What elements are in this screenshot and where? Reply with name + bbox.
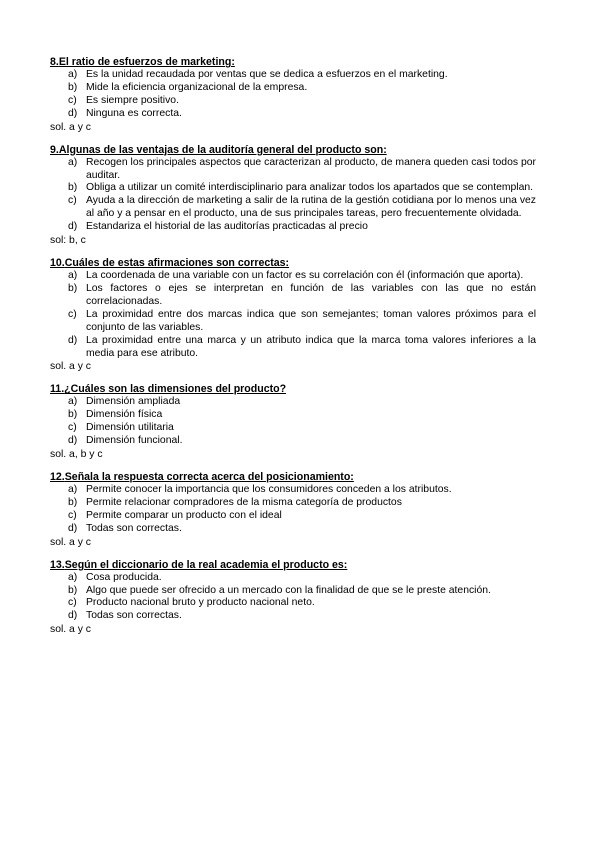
option-letter: a) <box>68 270 78 282</box>
question-text: ¿Cuáles son las dimensiones del producto? <box>64 383 287 396</box>
solution-text: sol. a y c <box>50 361 91 373</box>
question-text: Algunas de las ventajas de la auditoría general del producto son: <box>58 143 387 156</box>
option-letter: b) <box>68 182 78 194</box>
question-title <box>50 56 536 69</box>
option-text: Dimensión ampliada <box>86 396 181 408</box>
document-page <box>50 56 536 646</box>
question-number: 9. <box>50 143 59 156</box>
option-item <box>50 523 536 536</box>
option-letter: d) <box>68 221 78 233</box>
option-text: Mide la eficiencia organizacional de la empresa. <box>86 81 308 93</box>
option-letter: d) <box>68 107 78 119</box>
option-text: Estandariza el historial de las auditorías practicadas al precio <box>86 221 368 233</box>
option-item <box>50 597 536 610</box>
question-text: Cuáles de estas afirmaciones son correctas: <box>64 257 290 270</box>
question-title <box>50 257 536 270</box>
option-item <box>50 610 536 623</box>
option-letter: d) <box>68 334 78 346</box>
option-text: Recogen los principales aspectos que caracterizan al producto, de manera queden casi todos por auditar. <box>86 156 536 181</box>
option-letter: c) <box>68 597 77 609</box>
option-item <box>50 108 536 121</box>
option-item <box>50 484 536 497</box>
option-letter: b) <box>68 584 78 596</box>
option-item <box>50 157 536 183</box>
question-block <box>50 383 536 461</box>
question-title <box>50 144 536 157</box>
option-letter: b) <box>68 409 78 421</box>
options-list <box>50 396 536 448</box>
option-text: Producto nacional bruto y producto nacional neto. <box>86 597 315 609</box>
solution-text: sol: b, c <box>50 235 86 247</box>
option-text: La coordenada de una variable con un factor es su correlación con él (información que aporta). <box>86 270 524 282</box>
solution-text: sol. a y c <box>50 536 91 548</box>
options-list <box>50 157 536 234</box>
option-item <box>50 95 536 108</box>
options-list <box>50 270 536 360</box>
option-item <box>50 409 536 422</box>
option-letter: c) <box>68 509 77 521</box>
option-text: Cosa producida. <box>86 571 162 583</box>
option-text: Ayuda a la dirección de marketing a salir de la rutina de la gestión cotidiana por lo menos una vez al año y a pensar en el producto, una de sus principales tareas, pero frecuentemente olvidada. <box>86 195 536 220</box>
option-item <box>50 510 536 523</box>
options-list <box>50 484 536 536</box>
question-number: 11. <box>50 383 65 396</box>
option-item <box>50 435 536 448</box>
option-letter: b) <box>68 496 78 508</box>
solution-text: sol. a y c <box>50 121 91 133</box>
option-item <box>50 335 536 361</box>
option-text: Dimensión física <box>86 409 163 421</box>
option-text: Obliga a utilizar un comité interdisciplinario para analizar todos los apartados que se contemplan. <box>86 182 534 194</box>
option-text: Es la unidad recaudada por ventas que se dedica a esfuerzos en el marketing. <box>86 69 448 80</box>
option-letter: b) <box>68 282 78 294</box>
question-block <box>50 471 536 549</box>
option-text: Los factores o ejes se interpretan en función de las variables con las que no están correlacionadas. <box>86 282 536 307</box>
option-text: La proximidad entre una marca y un atributo indica que la marca toma valores inferiores a la media para ese atributo. <box>86 334 536 359</box>
question-title <box>50 471 536 484</box>
question-block <box>50 56 536 134</box>
option-letter: a) <box>68 156 78 168</box>
question-text: El ratio de esfuerzos de marketing: <box>58 56 235 68</box>
option-item <box>50 221 536 234</box>
option-letter: c) <box>68 308 77 320</box>
option-item <box>50 69 536 82</box>
option-text: Permite conocer la importancia que los consumidores conceden a los atributos. <box>86 484 452 496</box>
question-title <box>50 383 536 396</box>
option-letter: b) <box>68 81 78 93</box>
question-title <box>50 559 536 572</box>
option-item <box>50 182 536 195</box>
question-number: 13. <box>50 558 65 571</box>
option-letter: a) <box>68 484 78 496</box>
option-text: Ninguna es correcta. <box>86 107 182 119</box>
option-letter: a) <box>68 69 78 80</box>
question-text: Según el diccionario de la real academia el producto es: <box>64 558 348 571</box>
option-item <box>50 195 536 221</box>
option-text: Algo que puede ser ofrecido a un mercado con la finalidad de que se le preste atención. <box>86 584 491 596</box>
question-number: 12. <box>50 471 65 484</box>
option-item <box>50 270 536 283</box>
question-number: 10. <box>50 257 65 270</box>
option-text: Dimensión utilitaria <box>86 422 174 434</box>
question-block <box>50 559 536 637</box>
options-list <box>50 69 536 121</box>
question-text: Señala la respuesta correcta acerca del posicionamiento: <box>64 471 354 484</box>
option-text: Todas son correctas. <box>86 522 182 534</box>
question-block <box>50 144 536 247</box>
option-item <box>50 572 536 585</box>
solution-text: sol. a y c <box>50 624 91 636</box>
option-letter: d) <box>68 610 78 622</box>
option-item <box>50 396 536 409</box>
option-item <box>50 309 536 335</box>
option-item <box>50 283 536 309</box>
option-text: La proximidad entre dos marcas indica que son semejantes; toman valores próximos para el conjunto de las variables. <box>86 308 536 333</box>
option-text: Todas son correctas. <box>86 610 182 622</box>
options-list <box>50 572 536 624</box>
option-letter: a) <box>68 396 78 408</box>
option-letter: c) <box>68 195 77 207</box>
question-block <box>50 257 536 373</box>
option-letter: d) <box>68 435 78 447</box>
option-letter: d) <box>68 522 78 534</box>
option-letter: a) <box>68 571 78 583</box>
question-number: 8. <box>50 56 59 68</box>
option-letter: c) <box>68 422 77 434</box>
option-letter: c) <box>68 94 77 106</box>
option-text: Dimensión funcional. <box>86 435 183 447</box>
solution-text: sol. a, b y c <box>50 449 103 461</box>
option-item <box>50 585 536 598</box>
option-item <box>50 82 536 95</box>
option-text: Permite comparar un producto con el ideal <box>86 509 282 521</box>
option-item <box>50 497 536 510</box>
option-text: Permite relacionar compradores de la misma categoría de productos <box>86 496 402 508</box>
option-text: Es siempre positivo. <box>86 94 179 106</box>
option-item <box>50 422 536 435</box>
